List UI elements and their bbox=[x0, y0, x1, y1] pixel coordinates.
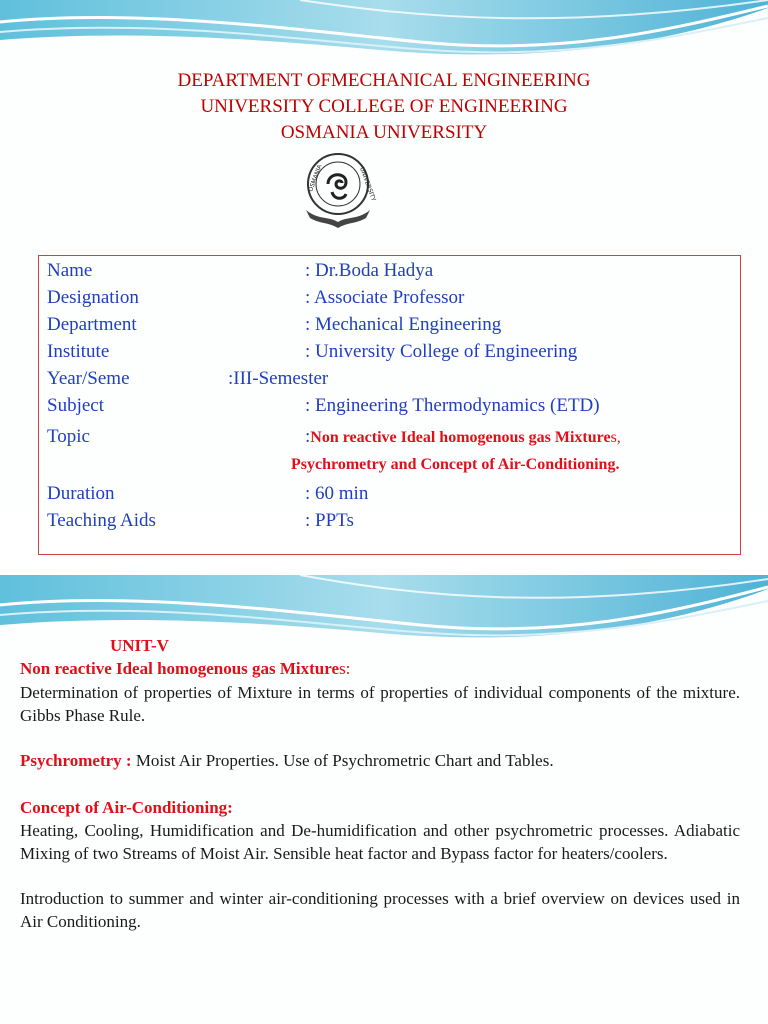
info-value: : Dr.Boda Hadya bbox=[305, 260, 434, 281]
info-label: Department bbox=[47, 314, 137, 335]
info-label: Duration bbox=[47, 483, 115, 504]
logo-text-right: UNIVERSITY bbox=[358, 166, 377, 203]
university-title: OSMANIA UNIVERSITY bbox=[280, 122, 488, 143]
osmania-university-logo bbox=[298, 150, 378, 230]
info-value: : Associate Professor bbox=[305, 287, 465, 308]
unit-heading: UNIT-V bbox=[110, 636, 169, 655]
info-label: Year/Seme bbox=[47, 368, 130, 389]
info-label: Subject bbox=[47, 395, 104, 416]
air-conditioning-heading: Concept of Air-Conditioning: bbox=[20, 798, 233, 817]
logo-text-left: OSMANIA bbox=[307, 163, 324, 193]
wave-banner-decoration bbox=[0, 0, 768, 70]
topic-line-2: Psychrometry and Concept of Air-Conditioning. bbox=[291, 456, 620, 473]
faculty-info-box bbox=[38, 255, 741, 555]
info-value: :III-Semester bbox=[228, 368, 329, 389]
topic-prefix: : bbox=[305, 426, 311, 447]
info-label: Topic bbox=[47, 426, 90, 447]
mixtures-description: Determination of properties of Mixture in terms of properties of individual components of the mixture. Gibbs Phase Rule. bbox=[20, 683, 740, 725]
mixtures-heading: Non reactive Ideal homogenous gas Mixture bbox=[20, 659, 340, 678]
air-conditioning-description: Heating, Cooling, Humidification and De-humidification and other psychrometric processes. Adiabatic Mixing of two Streams of Moist Air. Sensible heat factor and Bypass factor for heaters/coolers. bbox=[20, 821, 740, 863]
college-title: UNIVERSITY COLLEGE OF ENGINEERING bbox=[200, 96, 568, 117]
info-value: : University College of Engineering bbox=[305, 341, 578, 362]
info-label: Designation bbox=[47, 287, 139, 308]
topic-bold: Non reactive Ideal homogenous gas Mixture bbox=[310, 429, 611, 446]
slide-2 bbox=[0, 575, 768, 1024]
mixtures-heading-tail: s: bbox=[339, 659, 351, 678]
air-conditioning-introduction: Introduction to summer and winter air-conditioning processes with a brief overview on devices used in Air Conditioning. bbox=[20, 889, 740, 931]
info-value: : Engineering Thermodynamics (ETD) bbox=[305, 395, 600, 416]
info-label: Teaching Aids bbox=[47, 510, 156, 531]
psychrometry-description: Moist Air Properties. Use of Psychrometric Chart and Tables. bbox=[135, 751, 554, 770]
info-value: : 60 min bbox=[305, 483, 369, 504]
topic-tail: s, bbox=[610, 429, 621, 446]
info-value: : PPTs bbox=[305, 510, 354, 531]
mixtures-heading-line bbox=[20, 657, 740, 680]
psychrometry-heading: Psychrometry : bbox=[20, 751, 136, 770]
info-value-topic bbox=[305, 426, 621, 448]
info-label: Name bbox=[47, 260, 93, 281]
info-value: : Mechanical Engineering bbox=[305, 314, 502, 335]
info-label: Institute bbox=[47, 341, 110, 362]
psychrometry-line bbox=[20, 749, 740, 772]
department-title: DEPARTMENT OFMECHANICAL ENGINEERING bbox=[177, 70, 591, 91]
